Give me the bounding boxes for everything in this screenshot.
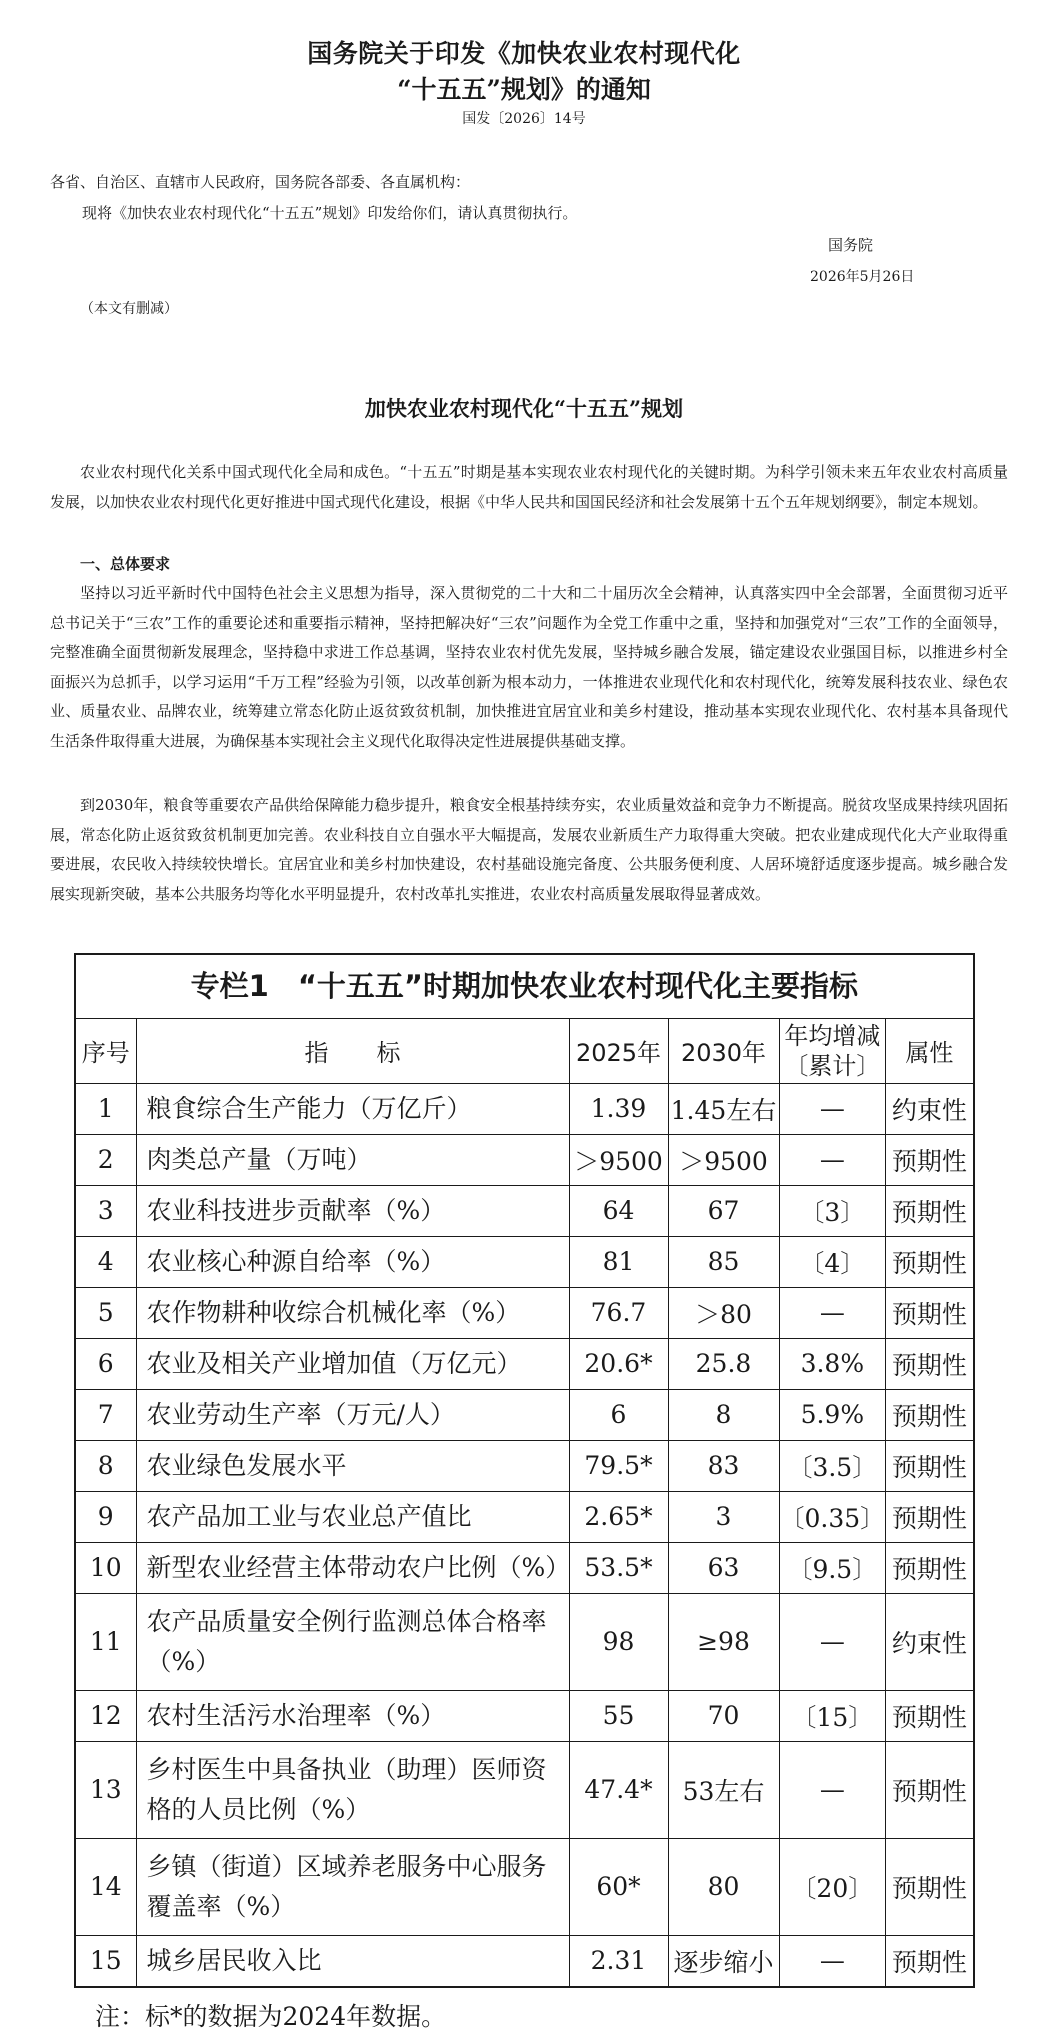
- row-indicator-name: 新型农业经营主体带动农户比例（%）: [136, 1542, 569, 1593]
- table-row: [76, 1440, 973, 1491]
- row-value-2025: 20.6*: [569, 1338, 668, 1389]
- table-body: [76, 1083, 973, 1986]
- plan-title: 加快农业农村现代化“十五五”规划: [364, 396, 684, 421]
- row-indicator-name: 农业科技进步贡献率（%）: [136, 1185, 569, 1236]
- row-value-2025: 60*: [569, 1838, 668, 1935]
- row-seq: 9: [76, 1491, 136, 1542]
- table-row: [76, 1935, 973, 1986]
- row-seq: 1: [76, 1083, 136, 1134]
- table-row: [76, 1287, 973, 1338]
- section-heading-general-requirements: 一、总体要求: [80, 555, 171, 573]
- row-seq: 8: [76, 1440, 136, 1491]
- table-row: [76, 1389, 973, 1440]
- row-growth: 〔3.5〕: [779, 1440, 886, 1491]
- row-indicator-name: 城乡居民收入比: [136, 1935, 569, 1986]
- row-indicator-name: 肉类总产量（万吨）: [136, 1134, 569, 1185]
- row-seq: 5: [76, 1287, 136, 1338]
- notice-body: 现将《加快农业农村现代化“十五五”规划》印发给你们，请认真贯彻执行。: [82, 204, 578, 222]
- row-indicator-name: 农业及相关产业增加值（万亿元）: [136, 1338, 569, 1389]
- row-value-2030: 8: [668, 1389, 779, 1440]
- row-value-2030: 1.45左右: [668, 1083, 779, 1134]
- row-growth: —: [779, 1287, 886, 1338]
- row-attribute: 预期性: [886, 1935, 973, 1986]
- row-value-2030: 80: [668, 1838, 779, 1935]
- row-value-2030: 67: [668, 1185, 779, 1236]
- row-indicator-name: 乡镇（街道）区域养老服务中心服务覆盖率（%）: [136, 1838, 569, 1935]
- row-value-2030: 63: [668, 1542, 779, 1593]
- row-growth: 〔0.35〕: [779, 1491, 886, 1542]
- row-seq: 11: [76, 1593, 136, 1690]
- row-indicator-name: 粮食综合生产能力（万亿斤）: [136, 1083, 569, 1134]
- header-growth: [779, 1019, 886, 1083]
- row-growth: —: [779, 1593, 886, 1690]
- header-attribute: 属性: [886, 1019, 973, 1083]
- row-value-2030: 85: [668, 1236, 779, 1287]
- row-value-2025: 98: [569, 1593, 668, 1690]
- indicators-table: [76, 1019, 973, 1986]
- issuer: 国务院: [828, 236, 874, 254]
- row-value-2030: 83: [668, 1440, 779, 1491]
- header-indicator: 指 标: [136, 1019, 569, 1083]
- row-value-2030: 53左右: [668, 1741, 779, 1838]
- table-row: [76, 1593, 973, 1690]
- general-requirements-paragraph-2: 到2030年，粮食等重要农产品供给保障能力稳步提升，粮食安全根基持续夯实，农业质量效益和竞争力不断提高。脱贫攻坚成果持续巩固拓展，常态化防止返贫致贫机制更加完善。农业科技自立自强水平大幅提高，发展农业新质生产力取得重大突破。把农业建成现代化大产业取得重要进展，农民收入持续较快增长。宜居宜业和美乡村加快建设，农村基础设施完备度、公共服务便利度、人居环境舒适度逐步提高。城乡融合发展实现新突破，基本公共服务均等化水平明显提升，农村改革扎实推进，农业农村高质量发展取得显著成效。: [50, 796, 1008, 903]
- addressee: 各省、自治区、直辖市人民政府，国务院各部委、各直属机构：: [50, 173, 471, 191]
- row-value-2030: ＞9500: [668, 1134, 779, 1185]
- row-seq: 6: [76, 1338, 136, 1389]
- row-value-2025: 64: [569, 1185, 668, 1236]
- row-value-2025: 1.39: [569, 1083, 668, 1134]
- row-attribute: 预期性: [886, 1185, 973, 1236]
- row-value-2025: 79.5*: [569, 1440, 668, 1491]
- table-row: [76, 1083, 973, 1134]
- row-growth: 〔20〕: [779, 1838, 886, 1935]
- general-requirements-paragraph-1: 坚持以习近平新时代中国特色社会主义思想为指导，深入贯彻党的二十大和二十届历次全会精神，认真落实四中全会部署，全面贯彻习近平总书记关于“三农”工作的重要论述和重要指示精神，坚持把解决好“三农”问题作为全党工作重中之重，坚持和加强党对“三农”工作的全面领导，完整准确全面贯彻新发展理念，坚持稳中求进工作总基调，坚持农业农村优先发展，坚持城乡融合发展，锚定建设农业强国目标，以推进乡村全面振兴为总抓手，以学习运用“千万工程”经验为引领，以改革创新为根本动力，一体推进农业现代化和农村现代化，统筹发展科技农业、绿色农业、质量农业、品牌农业，统筹建立常态化防止返贫致贫机制，加快推进宜居宜业和美乡村建设，推动基本实现农业现代化、农村基本具备现代生活条件取得重大进展，为确保基本实现社会主义现代化取得决定性进展提供基础支撑。: [50, 584, 1008, 750]
- row-attribute: 预期性: [886, 1236, 973, 1287]
- table-row: [76, 1338, 973, 1389]
- row-growth: —: [779, 1741, 886, 1838]
- row-seq: 4: [76, 1236, 136, 1287]
- document-number: 国发〔2026〕14号: [462, 111, 586, 127]
- issue-date: 2026年5月26日: [810, 269, 915, 285]
- plan-intro-paragraph: 农业农村现代化关系中国式现代化全局和成色。“十五五”时期是基本实现农业农村现代化的关键时期。为科学引领未来五年农业农村高质量发展，以加快农业农村现代化更好推进中国式现代化建设，根据《中华人民共和国国民经济和社会发展第十五个五年规划纲要》，制定本规划。: [50, 463, 1008, 511]
- row-value-2025: 6: [569, 1389, 668, 1440]
- row-attribute: 预期性: [886, 1491, 973, 1542]
- row-attribute: 预期性: [886, 1389, 973, 1440]
- row-value-2025: 81: [569, 1236, 668, 1287]
- table-row: [76, 1185, 973, 1236]
- table-header-row: [76, 1019, 973, 1083]
- row-value-2030: 3: [668, 1491, 779, 1542]
- row-indicator-name: 农业绿色发展水平: [136, 1440, 569, 1491]
- row-value-2025: 53.5*: [569, 1542, 668, 1593]
- row-growth: 〔4〕: [779, 1236, 886, 1287]
- table-row: [76, 1690, 973, 1741]
- table-row: [76, 1236, 973, 1287]
- row-attribute: 约束性: [886, 1593, 973, 1690]
- row-growth: 3.8%: [779, 1338, 886, 1389]
- row-indicator-name: 农村生活污水治理率（%）: [136, 1690, 569, 1741]
- row-indicator-name: 农产品加工业与农业总产值比: [136, 1491, 569, 1542]
- row-attribute: 约束性: [886, 1083, 973, 1134]
- table-row: [76, 1134, 973, 1185]
- row-attribute: 预期性: [886, 1838, 973, 1935]
- row-seq: 14: [76, 1838, 136, 1935]
- row-value-2030: ＞80: [668, 1287, 779, 1338]
- row-seq: 3: [76, 1185, 136, 1236]
- row-value-2030: ≥98: [668, 1593, 779, 1690]
- header-seq: 序号: [76, 1019, 136, 1083]
- table-row: [76, 1838, 973, 1935]
- table-row: [76, 1491, 973, 1542]
- table-caption: 专栏1 “十五五”时期加快农业农村现代化主要指标: [76, 955, 973, 1019]
- row-value-2025: ＞9500: [569, 1134, 668, 1185]
- row-attribute: 预期性: [886, 1134, 973, 1185]
- row-attribute: 预期性: [886, 1440, 973, 1491]
- row-indicator-name: 农产品质量安全例行监测总体合格率（%）: [136, 1593, 569, 1690]
- row-seq: 2: [76, 1134, 136, 1185]
- table-footnote: 注：标*的数据为2024年数据。: [95, 2002, 447, 2031]
- row-attribute: 预期性: [886, 1741, 973, 1838]
- table-row: [76, 1741, 973, 1838]
- header-growth-line2: 〔累计〕: [784, 1051, 881, 1080]
- row-value-2025: 2.65*: [569, 1491, 668, 1542]
- row-seq: 13: [76, 1741, 136, 1838]
- row-attribute: 预期性: [886, 1690, 973, 1741]
- header-growth-line1: 年均增减: [784, 1021, 881, 1050]
- row-value-2025: 76.7: [569, 1287, 668, 1338]
- row-value-2030: 25.8: [668, 1338, 779, 1389]
- row-seq: 15: [76, 1935, 136, 1986]
- row-value-2025: 55: [569, 1690, 668, 1741]
- notice-title-line2: “十五五”规划》的通知: [397, 75, 651, 104]
- row-value-2025: 47.4*: [569, 1741, 668, 1838]
- row-value-2025: 2.31: [569, 1935, 668, 1986]
- row-growth: —: [779, 1134, 886, 1185]
- row-growth: 〔9.5〕: [779, 1542, 886, 1593]
- row-indicator-name: 乡村医生中具备执业（助理）医师资格的人员比例（%）: [136, 1741, 569, 1838]
- row-seq: 12: [76, 1690, 136, 1741]
- row-value-2030: 逐步缩小: [668, 1935, 779, 1986]
- abridged-note: （本文有删减）: [80, 301, 178, 317]
- notice-title-line1: 国务院关于印发《加快农业农村现代化: [307, 39, 741, 68]
- row-value-2030: 70: [668, 1690, 779, 1741]
- row-growth: —: [779, 1083, 886, 1134]
- row-indicator-name: 农业核心种源自给率（%）: [136, 1236, 569, 1287]
- indicators-table-box: [74, 953, 975, 1988]
- row-growth: 5.9%: [779, 1389, 886, 1440]
- row-seq: 7: [76, 1389, 136, 1440]
- row-growth: 〔15〕: [779, 1690, 886, 1741]
- header-2025: 2025年: [569, 1019, 668, 1083]
- header-2030: 2030年: [668, 1019, 779, 1083]
- row-attribute: 预期性: [886, 1287, 973, 1338]
- table-row: [76, 1542, 973, 1593]
- row-growth: 〔3〕: [779, 1185, 886, 1236]
- row-indicator-name: 农作物耕种收综合机械化率（%）: [136, 1287, 569, 1338]
- row-growth: —: [779, 1935, 886, 1986]
- row-attribute: 预期性: [886, 1542, 973, 1593]
- row-attribute: 预期性: [886, 1338, 973, 1389]
- row-seq: 10: [76, 1542, 136, 1593]
- row-indicator-name: 农业劳动生产率（万元/人）: [136, 1389, 569, 1440]
